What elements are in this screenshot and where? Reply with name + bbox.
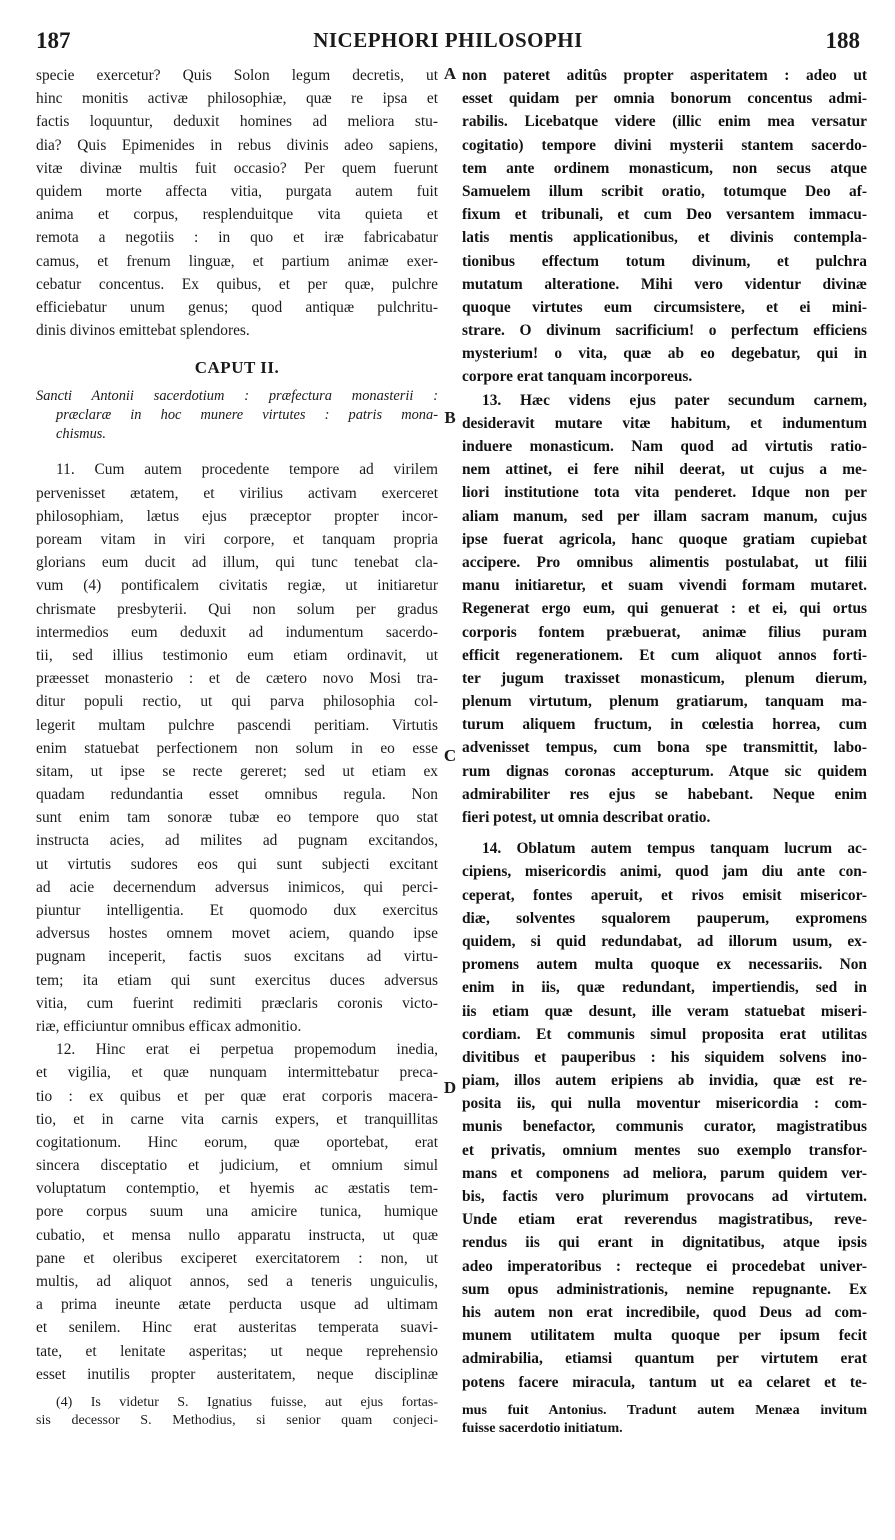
- text-line: enim statuebat perfectionem non solum in eo esse: [36, 739, 438, 757]
- text-line: nem attinet, ei fere nihil deerat, ut cujus a me-: [462, 461, 867, 479]
- text-line: manu initiaretur, et suam vivendi formam mutaret.: [462, 577, 867, 595]
- text-line: Unde etiam erat reverendus magistratibus, reve-: [462, 1211, 867, 1229]
- footnote: [36, 1394, 438, 1430]
- text-line: Sancti Antonii sacerdotium : præfectura monasterii :: [36, 388, 438, 405]
- text-line: cubatio, et mensa nullo apparatu instructa, ut quæ: [36, 1226, 438, 1244]
- text-line: advenisset tempus, cum bona spe transmittit, labo-: [462, 739, 867, 757]
- text-line: dinis divinos emittebat splendores.: [36, 322, 250, 340]
- text-line: vitæ divinæ multis fuit occasio? Per quem fuerunt: [36, 159, 438, 177]
- margin-marker-d: D: [443, 1078, 457, 1097]
- text-line: philosophiam, lætus ejus præceptor propter incor-: [36, 507, 438, 525]
- text-line: corporis fontem præbuerat, animæ filius puram: [462, 623, 867, 641]
- paragraph-continued: [36, 64, 438, 342]
- text-line: piuntur intelligentia. Et quomodo dux exercitus: [36, 902, 438, 919]
- text-line: munem utilitatem multa quoque per ipsum fecit: [462, 1327, 867, 1345]
- right-column: [462, 64, 867, 1438]
- text-line: 13. Hæc videns ejus pater secundum carnem,: [482, 391, 867, 409]
- margin-marker-b: B: [444, 408, 456, 427]
- text-line: quoque virtutes eum circumsistere, et ei mini-: [462, 298, 867, 316]
- paragraph-13: [462, 389, 867, 830]
- text-line: præesset monasterio : et de cætero novo Mosi tra-: [36, 670, 438, 688]
- margin-marker-a: A: [443, 64, 457, 83]
- text-line: tio, et in carne vita carnis expers, et tranquillitas: [36, 1110, 438, 1128]
- text-line: pugnam inceperit, factis suos excitans ad virtu-: [36, 948, 438, 966]
- margin-marker-c: C: [443, 746, 457, 765]
- text-line: mus fuit Antonius. Tradunt autem Menæa invitum: [462, 1402, 867, 1418]
- text-line: chrismate presbyterii. Qui non solum per gradus: [36, 600, 438, 618]
- text-line: diæ, solventes squalorem pauperum, expromens: [462, 909, 867, 927]
- text-line: mutatum alteratione. Mihi vero videntur divinæ: [462, 275, 867, 293]
- text-line: latis mentis applicationibus, et divinis contempla-: [462, 229, 867, 247]
- text-line: dia? Quis Epimenides in rebus divinis adeo sapiens,: [36, 136, 438, 154]
- paragraph-continued-right: [462, 64, 867, 389]
- text-line: voluptatum contemptio, et hyemis ac æstatis tem-: [36, 1180, 438, 1198]
- text-line: ut virtutis sudores eos qui sunt subjecti excitant: [36, 855, 438, 873]
- text-line: esset quidam per omnia bonorum concentus admi-: [462, 90, 867, 108]
- text-line: ditur populi rectio, ut qui parva philosophia col-: [36, 693, 438, 711]
- text-line: cebatur concentus. Ex quibus, et per quæ, pulchre: [36, 275, 438, 293]
- text-line: corpore erat tanquam incorporeus.: [462, 368, 693, 386]
- text-line: rendus iis qui erant in dignitatibus, atque ipsis: [462, 1234, 867, 1252]
- text-line: adeo imperatoribus : recteque ei procedebat univer-: [462, 1257, 867, 1275]
- text-line: et vigilia, et quæ nunquam intermittebatur preca-: [36, 1064, 438, 1082]
- text-line: aliam manum, sed per illam sacram manum, cujus: [462, 507, 867, 525]
- text-line: (4) Is videtur S. Ignatius fuisse, aut ejus fortas-: [56, 1394, 438, 1410]
- text-line: liori institutione tota vita penderet. Idque non per: [462, 484, 867, 502]
- text-line: a prima ineunte ætate perducta usque ad ultimam: [36, 1296, 438, 1314]
- text-line: hinc monitis activæ philosophiæ, quæ re ipsa et: [36, 90, 438, 108]
- text-line: 12. Hinc erat ei perpetua propemodum inedia,: [56, 1041, 438, 1059]
- text-line: cordiam. Et communis simul proposita erat utilitas: [462, 1025, 867, 1043]
- text-line: rum dignas coronas accepturum. Atque sic quidem: [462, 762, 867, 780]
- text-line: intermedios eum deduxit ad indumentum sacerdo-: [36, 623, 438, 641]
- text-line: turum aliquem fructum, in cœlestia horrea, cum: [462, 716, 867, 734]
- text-line: mans et componens ad meliora, parum quidem ver-: [462, 1164, 867, 1182]
- text-line: sum opus administrationis, nemine repugnante. Ex: [462, 1280, 867, 1298]
- text-line: ceperat, fontes aperuit, et rivos emisit misericor-: [462, 886, 867, 904]
- text-line: mysterium! o vita, quæ ab eo degebatur, qui in: [462, 345, 867, 363]
- text-line: riæ, efficiuntur omnibus efficax admonitio.: [36, 1017, 302, 1035]
- page-number-left: 187: [36, 28, 71, 53]
- text-line: his autem non erat incredibile, quod Deus ad com-: [462, 1303, 867, 1321]
- text-line: efficiebatur unum genus; quod antiquæ pulchritu-: [36, 298, 438, 316]
- text-line: ad acie decernendum adversus inimicos, qui perci-: [36, 878, 438, 896]
- running-title: NICEPHORI PHILOSOPHI: [313, 28, 583, 52]
- text-line: admirabiliter res ejus se habebant. Neque enim: [462, 785, 867, 803]
- text-line: remota a negotiis : in quo et iræ fabricabatur: [36, 229, 438, 247]
- text-line: rabilis. Licebatque videre (illic enim mea versatur: [462, 113, 867, 131]
- text-line: pervenisset ætatem, et virilius activam exerceret: [36, 484, 438, 502]
- text-line: cogitationum. Hinc eorum, quæ oportebat, erat: [36, 1133, 438, 1151]
- paragraph-14: [462, 837, 867, 1394]
- text-line: ter jugum traxisset monasticum, plenum dierum,: [462, 669, 867, 687]
- text-line: tio : ex quibus et per quæ erat corporis macera-: [36, 1087, 438, 1105]
- text-line: factis loquuntur, deduxit homines ad meliora stu-: [36, 113, 438, 131]
- text-line: efficit regenerationem. Et cum aliquot annos forti-: [462, 646, 867, 664]
- text-line: divitibus et pauperibus : his siquidem solvens ino-: [462, 1048, 867, 1066]
- text-line: legerit multam pulchre pascendi peritiam. Virtutis: [36, 716, 438, 734]
- text-line: vum (4) pontificalem civitatis regiæ, ut initiaretur: [36, 577, 438, 595]
- text-line: tem ante ordinem monasticum, non secus atque: [462, 159, 867, 177]
- text-line: poream vitam in viri corpore, et tanquam propria: [36, 531, 438, 548]
- page-header: [36, 28, 860, 60]
- text-line: vitia, cum fuerint redimiti præclaris coronis victo-: [36, 994, 438, 1012]
- paragraph-12: [36, 1038, 438, 1386]
- chapter-summary: [36, 387, 438, 444]
- text-line: quadam redundantia esset omnibus regula. Non: [36, 786, 438, 804]
- chapter-heading: CAPUT II.: [194, 358, 280, 378]
- text-line: tate, et lenitate asperitas; ut neque reprehensio: [36, 1342, 438, 1360]
- text-line: Samuelem illum scribit oratio, totumque Deo af-: [462, 182, 867, 200]
- text-line: admirabilia, etiamsi quantum per virtutem erat: [462, 1350, 867, 1368]
- text-line: quidem, si quid redundabat, ad illorum usum, ex-: [462, 932, 867, 950]
- text-line: pore corpus suum una amicire tunica, humique: [36, 1203, 438, 1221]
- page-number-right: 188: [825, 28, 860, 53]
- text-line: iis etiam quæ desunt, ille veram statuebat miseri-: [462, 1002, 867, 1020]
- text-line: non pateret aditûs propter asperitatem : adeo ut: [462, 67, 867, 84]
- text-line: instructa acies, ad milites ad pugnam excitandos,: [36, 832, 438, 850]
- text-line: glorians eum ducit ad illum, qui tunc tenebat cla-: [36, 554, 438, 572]
- text-line: adversus hostes omnem movet aciem, quando ipse: [36, 925, 438, 943]
- paragraph-11: [36, 458, 438, 1038]
- text-line: tii, sed illius testimonio eum etiam ordinavit, ut: [36, 646, 438, 664]
- text-line: strare. O divinum sacrificium! o perfectum efficiens: [462, 322, 867, 340]
- text-line: induere monasticum. Nam quod ad virtutis ratio-: [462, 438, 867, 455]
- left-column: [36, 64, 438, 1430]
- text-line: posita iis, qui nulla moventur misericordia : com-: [462, 1095, 867, 1113]
- text-line: desideravit mutare vitæ habitum, et indumentum: [462, 414, 867, 432]
- text-line: quidem morte affecta vitia, purgata autem fuit: [36, 182, 438, 200]
- text-line: sunt enim tam sonoræ tubæ eo tempore quo stat: [36, 809, 438, 827]
- text-line: fixum et tribunali, et cum Deo versantem immacu-: [462, 206, 867, 224]
- text-line: pane et oleribus exciperet exercitatorem : non, ut: [36, 1249, 438, 1267]
- text-line: munis benefactor, communis curator, magistratibus: [462, 1118, 867, 1136]
- footnote-continued: [462, 1402, 867, 1438]
- text-line: et senilem. Hinc erat austeritas temperata suavi-: [36, 1319, 438, 1337]
- text-line: promens autem multa quoque ex necessariis. Non: [462, 956, 867, 974]
- text-line: cipiens, misericordis animi, quod jam diu ante con-: [462, 863, 867, 881]
- text-line: 14. Oblatum autem tempus tanquam lucrum ac-: [482, 840, 867, 858]
- text-line: ipse fuerat agricola, hanc quoque gratiam cupiebat: [462, 530, 867, 548]
- text-line: fuisse sacerdotio initiatum.: [462, 1420, 623, 1436]
- text-line: esset inutilis propter austeritatem, neque disciplinæ: [36, 1365, 438, 1383]
- text-line: sis decessor S. Methodius, si senior quam conjeci-: [36, 1412, 438, 1428]
- text-line: tionibus effectum totum divinum, et pulchra: [462, 252, 867, 270]
- text-line: piam, illos autem eripiens ab invidia, quæ est re-: [462, 1072, 867, 1090]
- text-line: anima et corpus, resplenduitque vita quieta et: [36, 206, 438, 224]
- text-line: sitam, ut ipse se recte gereret; sed ut etiam ex: [36, 762, 438, 780]
- text-line: cogitatio) tempore divini mysterii stantem sacerdo-: [462, 136, 867, 154]
- text-line: chismus.: [56, 426, 106, 443]
- text-line: Regenerat ergo eum, qui genuerat : et ei, qui ortus: [462, 600, 867, 618]
- text-line: accipere. Pro omnibus alimentis postulabat, ut filii: [462, 553, 867, 571]
- text-line: sincera disceptatio et judicium, et omnium simul: [36, 1157, 438, 1175]
- text-line: plenum virtutum, plenum gratiarum, tanquam ma-: [462, 693, 867, 711]
- text-line: camus, et frenum linguæ, et partium animæ exer-: [36, 252, 438, 270]
- text-line: enim in iis, quæ redundant, impertiendis, sed in: [462, 979, 867, 997]
- text-line: bis, factis vero plurimum provocans ad virtutem.: [462, 1188, 867, 1205]
- text-line: et privatis, omnium mentes suo exemplo transfor-: [462, 1141, 867, 1159]
- text-line: fieri potest, ut omnia describat oratio.: [462, 809, 711, 826]
- text-line: præclaræ in hoc munere virtutes : patris mona-: [56, 407, 438, 424]
- text-line: multis, ad aliquot annos, sed a teneris unguiculis,: [36, 1273, 438, 1290]
- text-line: 11. Cum autem procedente tempore ad virilem: [56, 461, 438, 479]
- text-line: potens facere miracula, tantum ut ea celaret et te-: [462, 1373, 867, 1391]
- text-line: tem; ita etiam qui sunt exercitus duces adversus: [36, 971, 438, 989]
- text-line: specie exercetur? Quis Solon legum decretis, ut: [36, 67, 438, 84]
